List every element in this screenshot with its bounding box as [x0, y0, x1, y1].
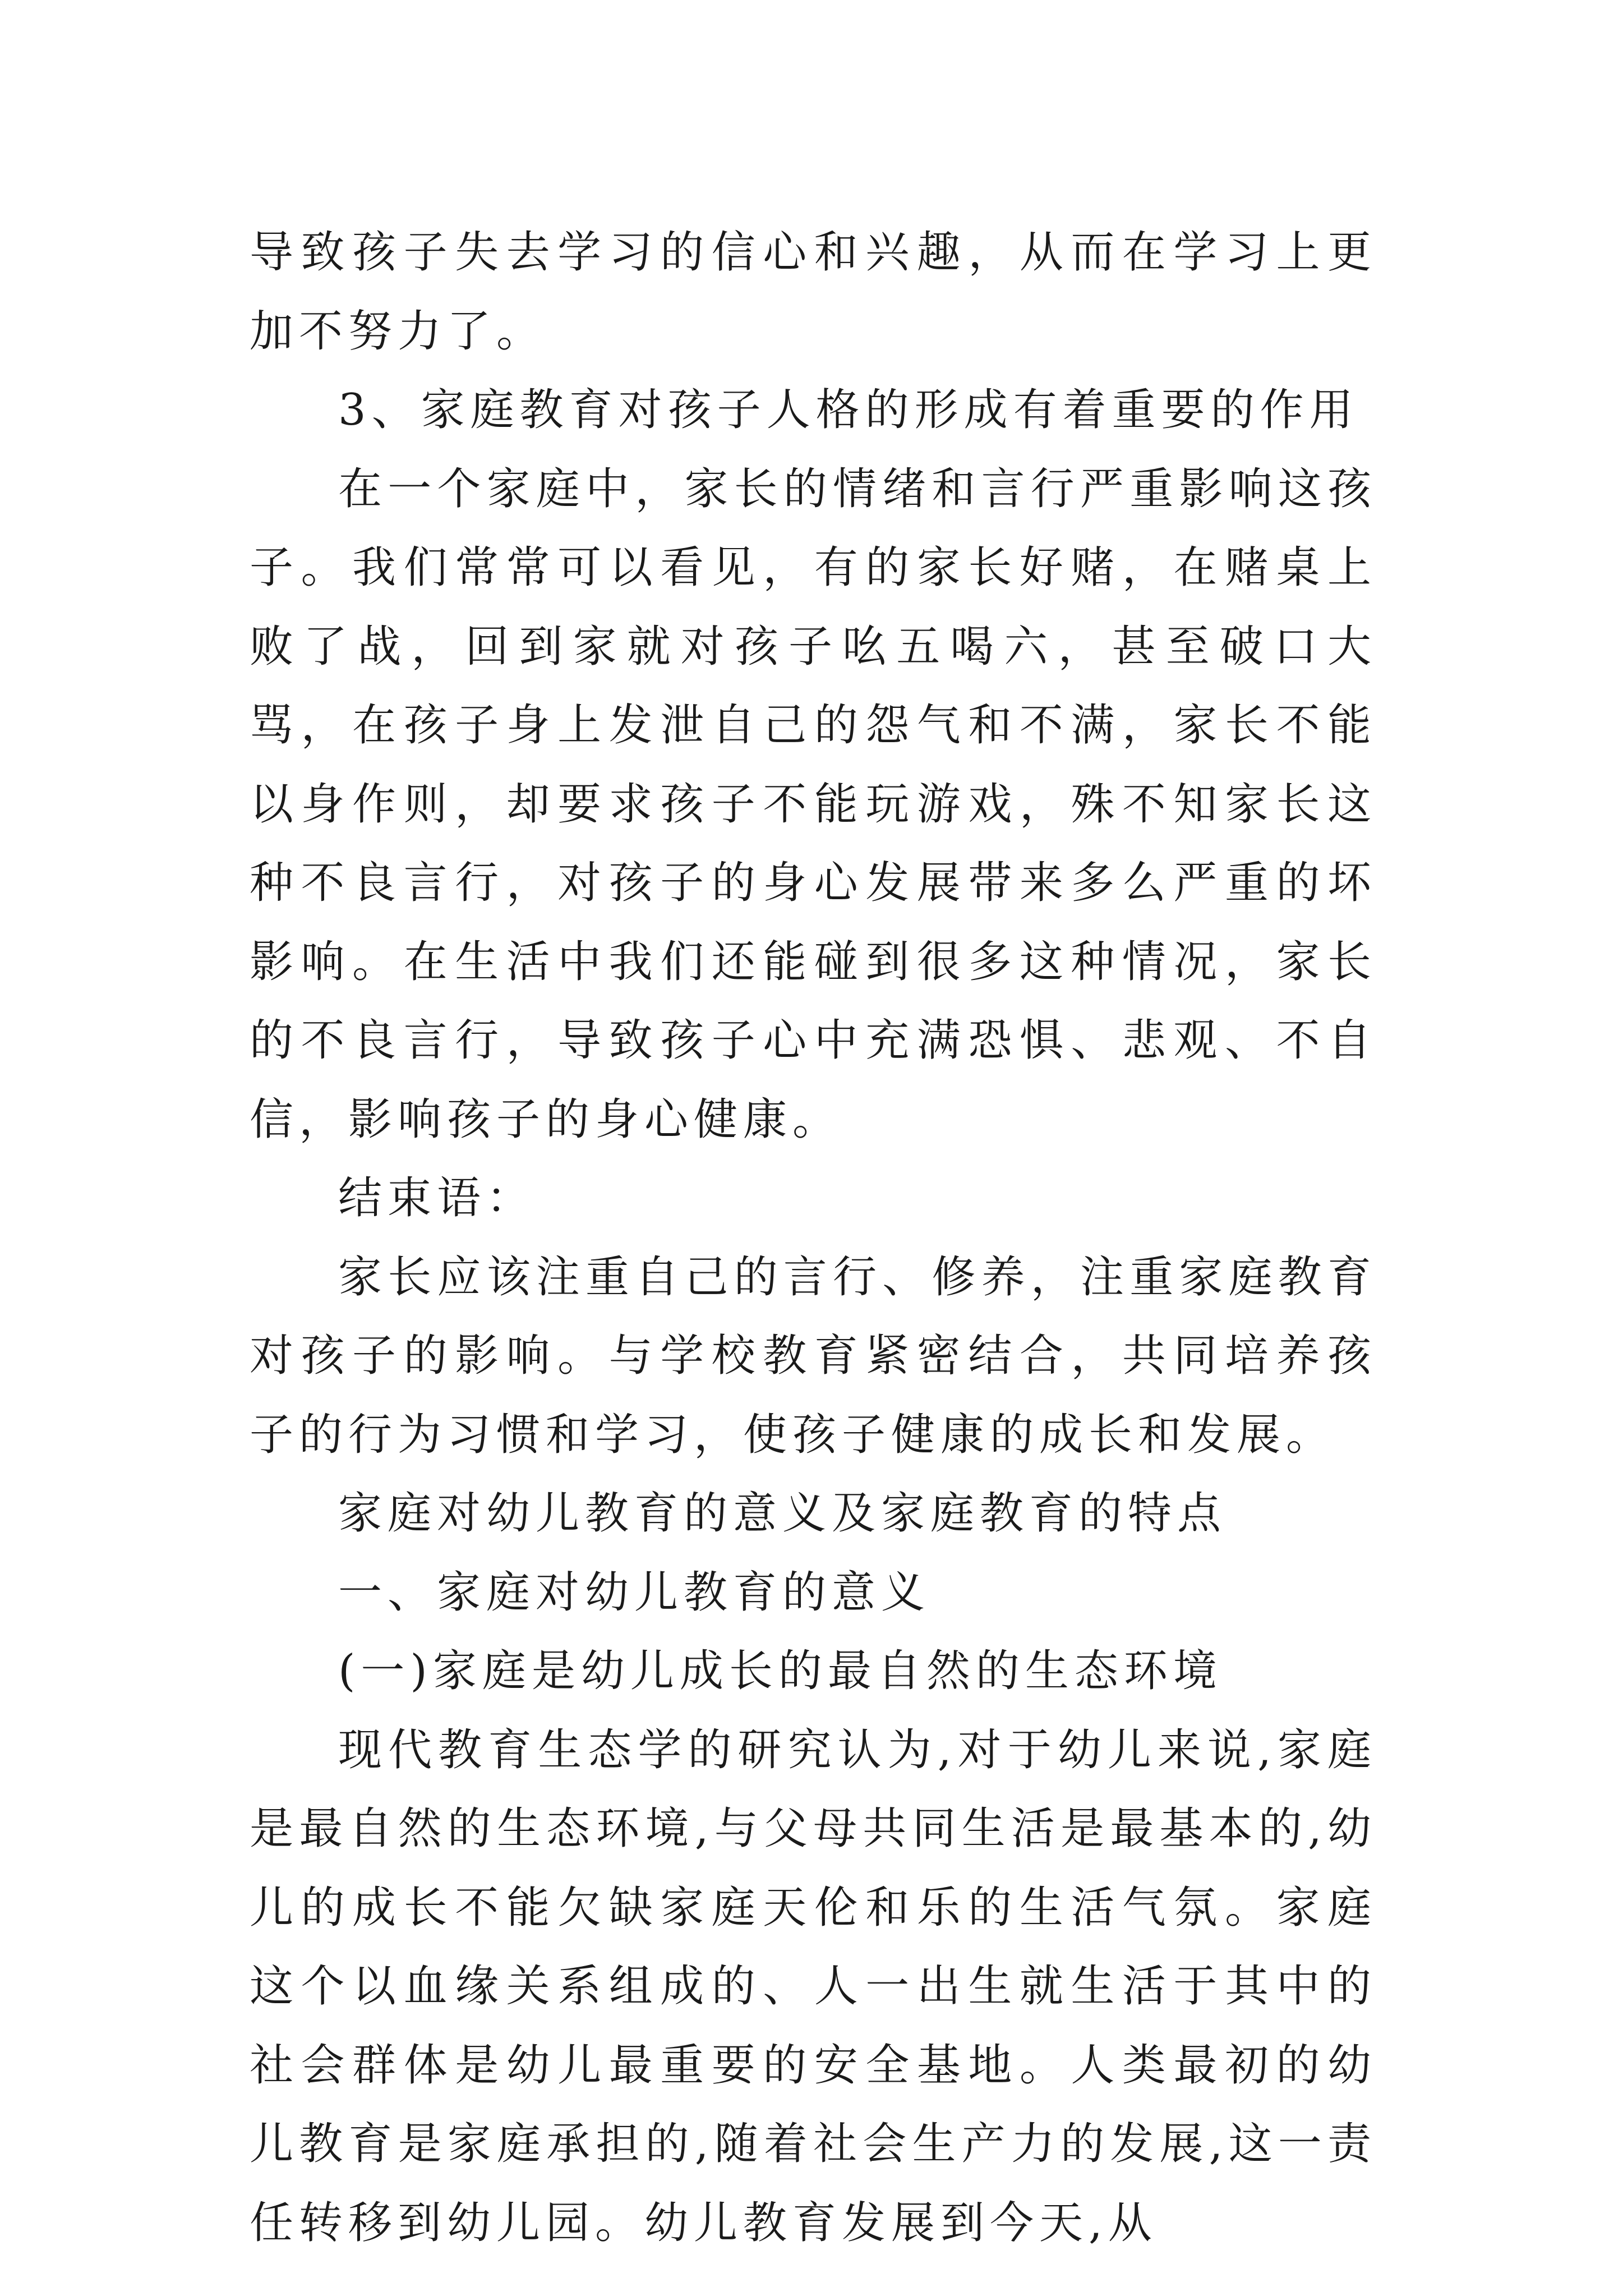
section-heading-personality: 3、家庭教育对孩子人格的形成有着重要的作用: [338, 385, 1359, 435]
conclusion-heading: 结束语：: [338, 1173, 536, 1223]
section-heading-1: 一、家庭对幼儿教育的意义: [338, 1567, 931, 1618]
article-title: 家庭对幼儿教育的意义及家庭教育的特点: [338, 1488, 1227, 1539]
paragraph-continuation: 导致孩子失去学习的信心和兴趣，从而在学习上更加不努力了。: [250, 227, 1377, 357]
paragraph-ecology: 现代教育生态学的研究认为,对于幼儿来说,家庭是最自然的生态环境,与父母共同生活是最基本的,幼儿的成长不能欠缺家庭天伦和乐的生活气氛。家庭这个以血缘关系组成的、人一出生就生活于其中的社会群体是幼儿最重要的安全基地。人类最初的幼儿教育是家庭承担的,随着社会生产力的发展,这一责任转移到幼儿园。幼儿教育发展到今天,从: [250, 1724, 1377, 2248]
paragraph-family-influence: 在一个家庭中，家长的情绪和言行严重影响这孩子。我们常常可以看见，有的家长好赌，在赌桌上败了战，回到家就对孩子吆五喝六，甚至破口大骂，在孩子身上发泄自己的怨气和不满，家长不能以身作则，却要求孩子不能玩游戏，殊不知家长这种不良言行，对孩子的身心发展带来多么严重的坏影响。在生活中我们还能碰到很多这种情况，家长的不良言行，导致孩子心中充满恐惧、悲观、不自信，影响孩子的身心健康。: [250, 463, 1377, 1145]
document-body: [250, 213, 1377, 2262]
paragraph-conclusion: 家长应该注重自己的言行、修养，注重家庭教育对孩子的影响。与学校教育紧密结合，共同培养孩子的行为习惯和学习，使孩子健康的成长和发展。: [250, 1251, 1377, 1460]
subsection-heading-1-1: (一)家庭是幼儿成长的最自然的生态环境: [338, 1646, 1223, 1696]
